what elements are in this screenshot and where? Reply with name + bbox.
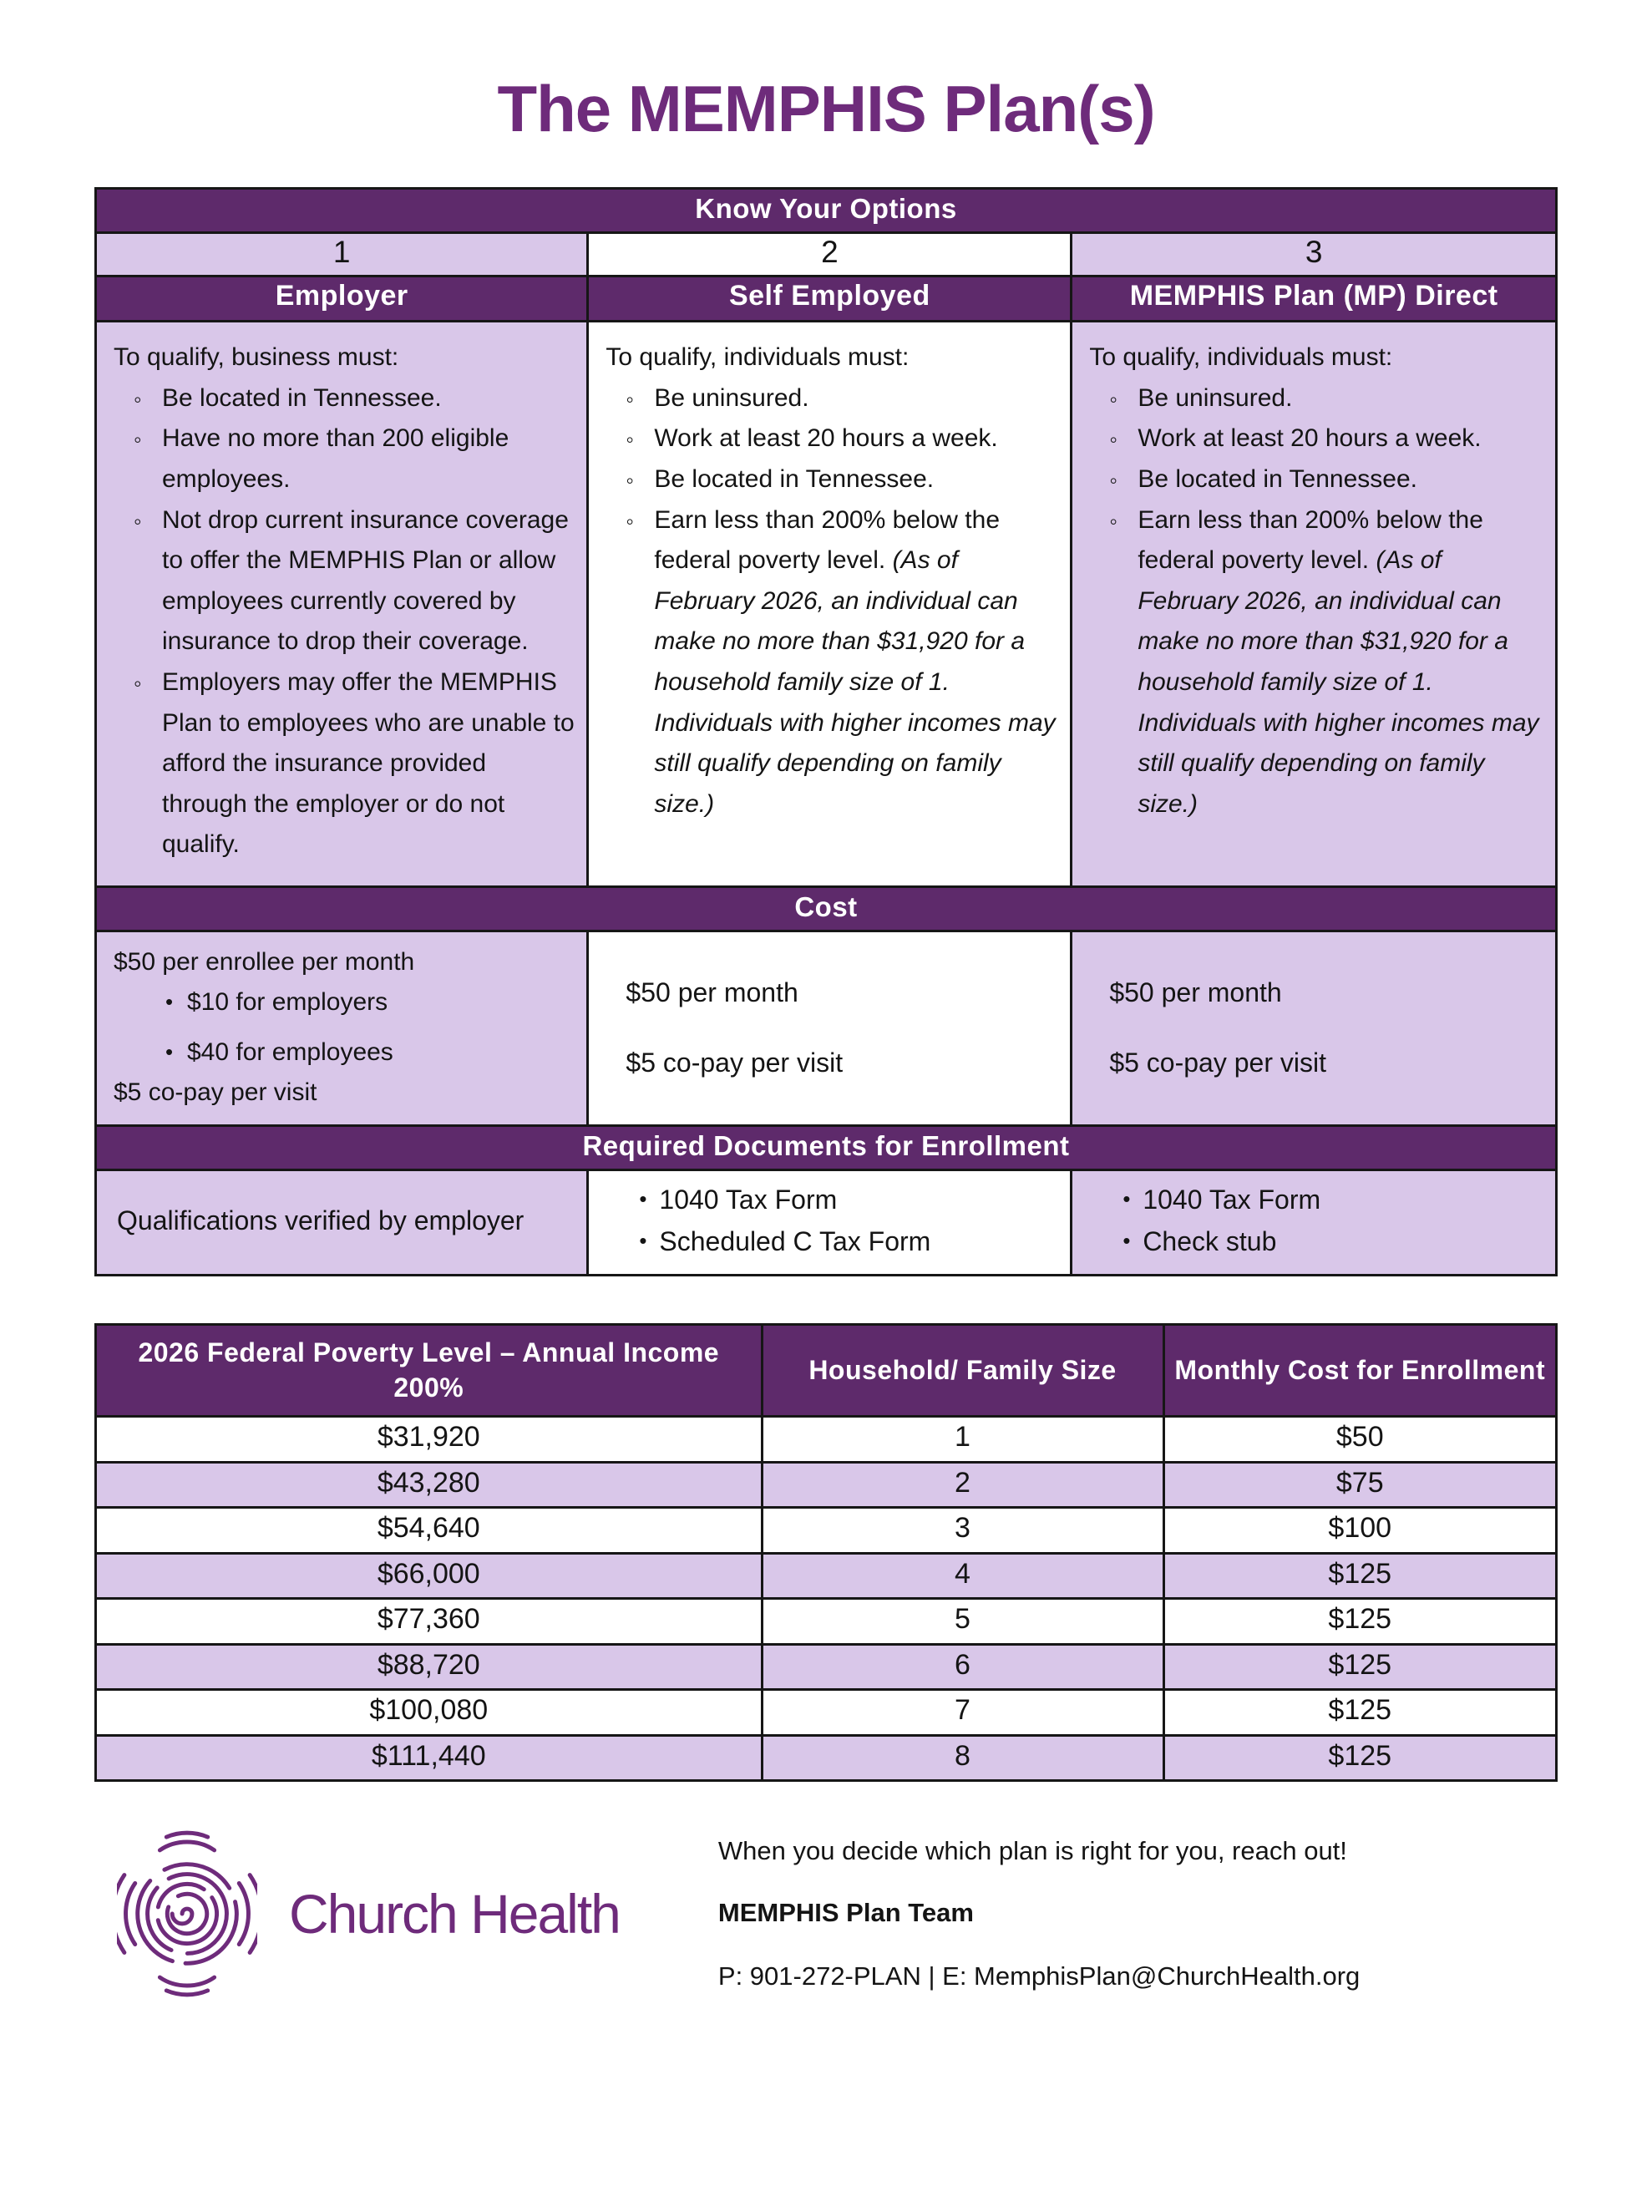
- cost-line: $50 per enrollee per month: [114, 947, 415, 976]
- list-item: • Scheduled C Tax Form: [639, 1221, 1058, 1263]
- list-item: ◦ Be located in Tennessee.: [114, 378, 575, 419]
- list-item: ◦ Earn less than 200% below the federal poverty level. (As of February 2026, an individual can make no more than $31,920 for a household family size of 1. Individuals with higher incomes may still qualify depending on family size.): [606, 500, 1058, 825]
- table-row: $88,720 6 $125: [96, 1644, 1557, 1690]
- option-number-row: [96, 232, 1557, 276]
- fpl-header-income: 2026 Federal Poverty Level – Annual Income 200%: [96, 1325, 763, 1417]
- cost-header: Cost: [96, 886, 1557, 931]
- mp-direct-qualifications-list: [1089, 378, 1543, 825]
- employer-qualifications-list: [114, 378, 575, 865]
- cost-bullet: • $10 for employers: [165, 982, 575, 1022]
- list-item: ◦ Not drop current insurance coverage to offer the MEMPHIS Plan or allow employees currently covered by insurance to drop their coverage.: [114, 500, 575, 662]
- self-employed-qualifications-cell: [588, 322, 1072, 887]
- option-number-2: 2: [588, 232, 1072, 276]
- cost-line: $50 per month: [1109, 977, 1282, 1008]
- list-item: • Check stub: [1122, 1221, 1543, 1263]
- mp-direct-qualifications-cell: [1072, 322, 1557, 887]
- list-item: • 1040 Tax Form: [1122, 1180, 1543, 1221]
- memphis-plan-team-label: MEMPHIS Plan Team: [717, 1898, 974, 1928]
- options-table-header: Know Your Options: [96, 188, 1557, 232]
- cost-bullet: • $40 for employees: [165, 1032, 575, 1073]
- table-row: $111,440 8 $125: [96, 1735, 1557, 1781]
- self-employed-qualifications-intro: To qualify, individuals must:: [606, 343, 910, 372]
- employer-documents-cell: Qualifications verified by employer: [96, 1169, 588, 1275]
- list-item: ◦ Be located in Tennessee.: [1089, 459, 1543, 500]
- content-area: [0, 187, 1652, 1782]
- church-health-logo-icon: [117, 1825, 257, 2002]
- federal-poverty-level-table: [94, 1323, 1558, 1782]
- mp-direct-documents-list: [1122, 1180, 1543, 1262]
- cost-line: $50 per month: [626, 977, 798, 1008]
- fpl-header-monthly-cost: Monthly Cost for Enrollment: [1163, 1325, 1557, 1417]
- list-item: ◦ Be uninsured.: [1089, 378, 1543, 419]
- page-title: The MEMPHIS Plan(s): [497, 72, 1155, 145]
- self-employed-qualifications-list: [606, 378, 1058, 825]
- table-row: $66,000 4 $125: [96, 1553, 1557, 1599]
- required-documents-header: Required Documents for Enrollment: [96, 1125, 1557, 1169]
- list-item: • 1040 Tax Form: [639, 1180, 1058, 1221]
- employer-qualifications-cell: [96, 322, 588, 887]
- list-item: ◦ Earn less than 200% below the federal poverty level. (As of February 2026, an individual can make no more than $31,920 for a household family size of 1. Individuals with higher incomes may still qualify depending on family size.): [1089, 500, 1543, 825]
- table-row: $31,920 1 $50: [96, 1417, 1557, 1463]
- list-item: ◦ Work at least 20 hours a week.: [606, 419, 1058, 459]
- column-title-self-employed: Self Employed: [588, 276, 1072, 322]
- footer-cta-line: When you decide which plan is right for you, reach out!: [717, 1836, 1347, 1866]
- self-employed-documents-cell: [588, 1169, 1072, 1275]
- fpl-header-household: Household/ Family Size: [762, 1325, 1163, 1417]
- column-title-mp-direct: MEMPHIS Plan (MP) Direct: [1072, 276, 1557, 322]
- option-title-row: [96, 276, 1557, 322]
- list-item: ◦ Be located in Tennessee.: [606, 459, 1058, 500]
- table-row: $43,280 2 $75: [96, 1462, 1557, 1508]
- self-employed-cost-cell: [588, 931, 1072, 1125]
- column-title-employer: Employer: [96, 276, 588, 322]
- table-row: $100,080 7 $125: [96, 1690, 1557, 1736]
- cost-row: [96, 931, 1557, 1125]
- option-number-1: 1: [96, 232, 588, 276]
- mp-direct-cost-cell: [1072, 931, 1557, 1125]
- contact-block: [718, 1836, 1558, 1991]
- fpl-header-row: [96, 1325, 1557, 1417]
- know-your-options-table: [94, 187, 1558, 1276]
- cost-line: $5 co-pay per visit: [114, 1078, 317, 1106]
- cost-line: $5 co-pay per visit: [626, 1047, 844, 1078]
- documents-row: [96, 1169, 1557, 1275]
- list-item: ◦ Have no more than 200 eligible employees.: [114, 419, 575, 500]
- list-item: ◦ Work at least 20 hours a week.: [1089, 419, 1543, 459]
- employer-qualifications-intro: To qualify, business must:: [114, 343, 399, 372]
- list-item: ◦ Employers may offer the MEMPHIS Plan to employees who are unable to afford the insurance provided through the employer or do not qualify.: [114, 662, 575, 865]
- mp-direct-documents-cell: [1072, 1169, 1557, 1275]
- table-row: $54,640 3 $100: [96, 1508, 1557, 1554]
- table-row: $77,360 5 $125: [96, 1599, 1557, 1645]
- self-employed-documents-list: [639, 1180, 1058, 1262]
- qualifications-row: [96, 322, 1557, 887]
- footer-contact-line: P: 901-272-PLAN | E: MemphisPlan@ChurchHealth.org: [717, 1961, 1361, 1991]
- footer: [117, 1825, 1558, 2002]
- employer-cost-cell: [96, 931, 588, 1125]
- church-health-brand: [117, 1825, 620, 2002]
- church-health-wordmark: Church Health: [289, 1883, 620, 1946]
- mp-direct-qualifications-intro: To qualify, individuals must:: [1089, 343, 1393, 372]
- option-number-3: 3: [1072, 232, 1557, 276]
- cost-line: $5 co-pay per visit: [1109, 1047, 1326, 1078]
- list-item: ◦ Be uninsured.: [606, 378, 1058, 419]
